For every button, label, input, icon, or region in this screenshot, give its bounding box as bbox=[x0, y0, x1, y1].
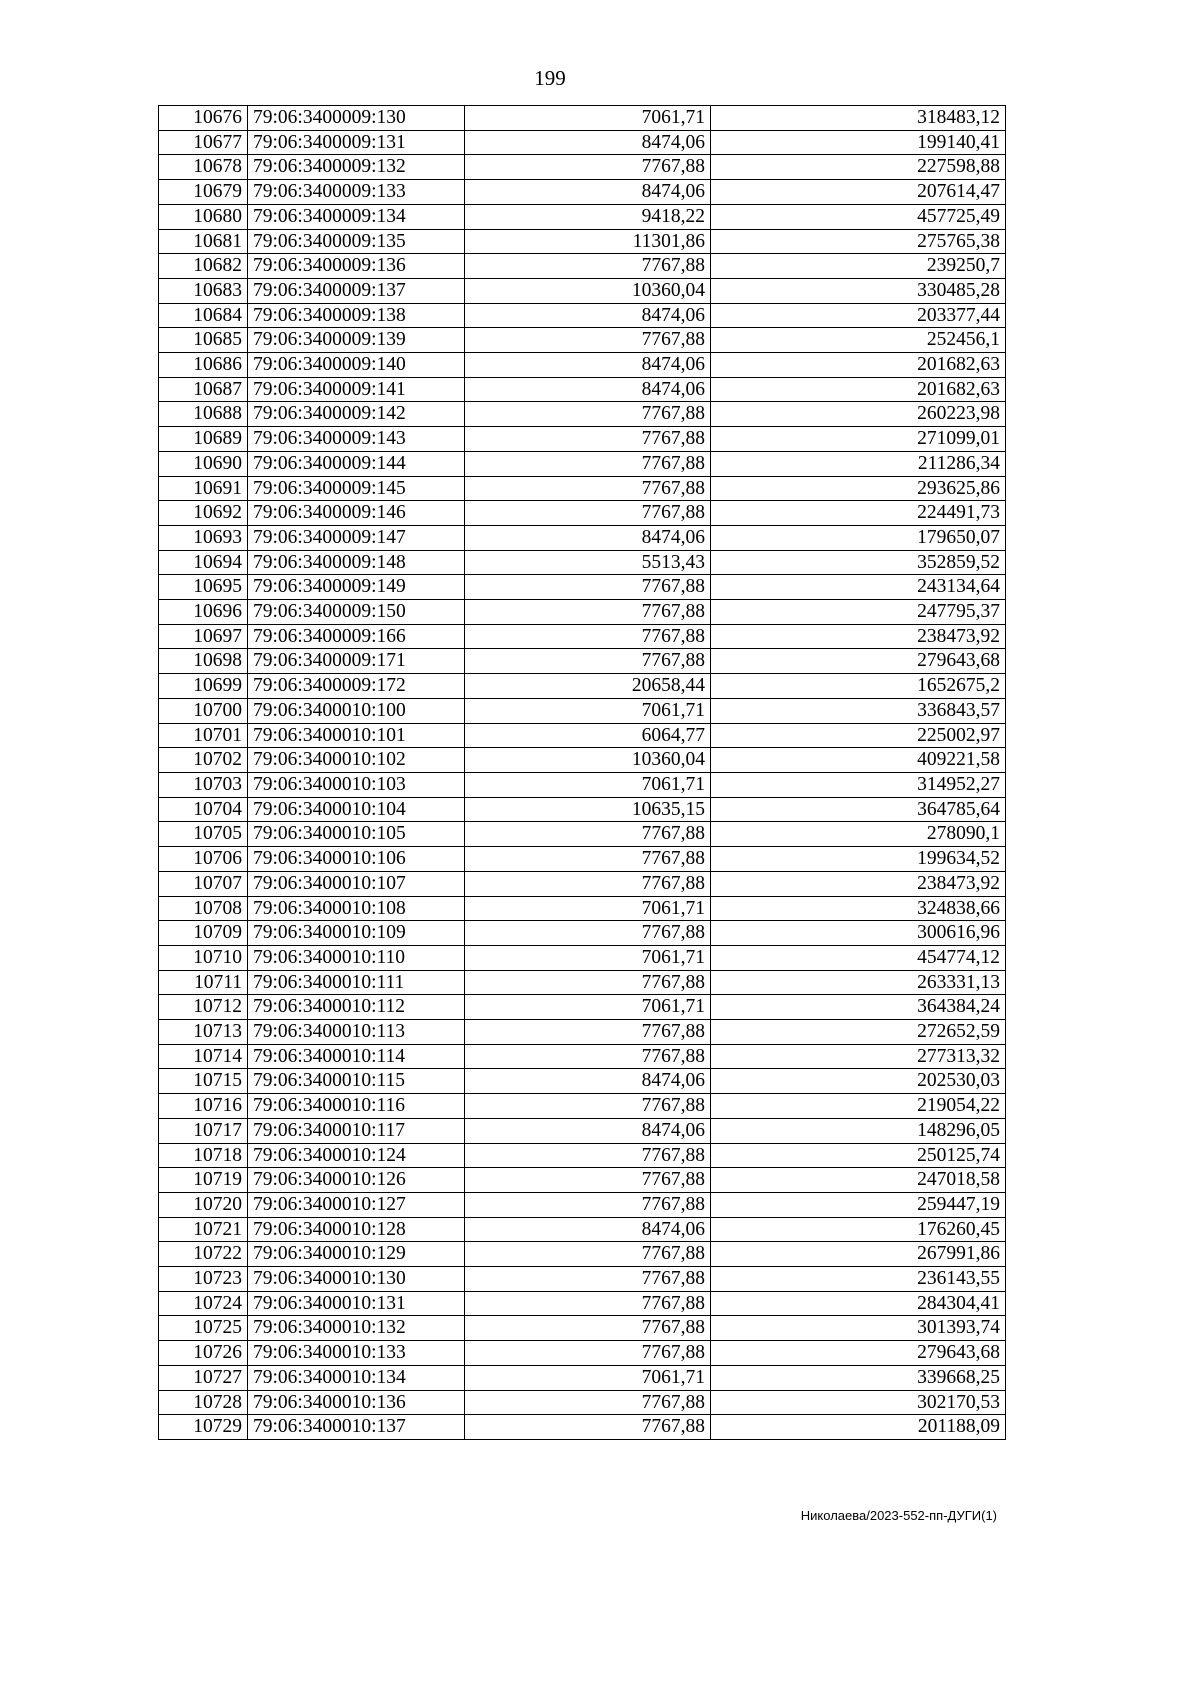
row-number-cell: 10708 bbox=[159, 896, 248, 921]
table-row bbox=[159, 970, 1006, 995]
cadastral-number-cell: 79:06:3400010:132 bbox=[248, 1316, 465, 1341]
cadastral-number-cell: 79:06:3400010:137 bbox=[248, 1415, 465, 1440]
row-number-cell: 10697 bbox=[159, 624, 248, 649]
area-cell: 7767,88 bbox=[465, 649, 711, 674]
area-cell: 8474,06 bbox=[465, 377, 711, 402]
value-cell: 201682,63 bbox=[711, 353, 1006, 378]
area-cell: 7767,88 bbox=[465, 822, 711, 847]
area-cell: 8474,06 bbox=[465, 1118, 711, 1143]
cadastral-number-cell: 79:06:3400009:136 bbox=[248, 254, 465, 279]
row-number-cell: 10701 bbox=[159, 723, 248, 748]
table-row bbox=[159, 748, 1006, 773]
area-cell: 7767,88 bbox=[465, 1316, 711, 1341]
area-cell: 8474,06 bbox=[465, 525, 711, 550]
row-number-cell: 10692 bbox=[159, 501, 248, 526]
cadastral-number-cell: 79:06:3400010:105 bbox=[248, 822, 465, 847]
cadastral-number-cell: 79:06:3400010:110 bbox=[248, 945, 465, 970]
value-cell: 225002,97 bbox=[711, 723, 1006, 748]
area-cell: 7767,88 bbox=[465, 1341, 711, 1366]
area-cell: 7767,88 bbox=[465, 501, 711, 526]
table-row bbox=[159, 550, 1006, 575]
value-cell: 250125,74 bbox=[711, 1143, 1006, 1168]
area-cell: 7767,88 bbox=[465, 155, 711, 180]
table-row bbox=[159, 797, 1006, 822]
value-cell: 330485,28 bbox=[711, 278, 1006, 303]
cadastral-number-cell: 79:06:3400009:146 bbox=[248, 501, 465, 526]
row-number-cell: 10718 bbox=[159, 1143, 248, 1168]
row-number-cell: 10726 bbox=[159, 1341, 248, 1366]
value-cell: 148296,05 bbox=[711, 1118, 1006, 1143]
row-number-cell: 10699 bbox=[159, 674, 248, 699]
value-cell: 201682,63 bbox=[711, 377, 1006, 402]
value-cell: 336843,57 bbox=[711, 698, 1006, 723]
area-cell: 7061,71 bbox=[465, 995, 711, 1020]
table-row bbox=[159, 328, 1006, 353]
value-cell: 179650,07 bbox=[711, 525, 1006, 550]
cadastral-number-cell: 79:06:3400009:140 bbox=[248, 353, 465, 378]
cadastral-number-cell: 79:06:3400010:136 bbox=[248, 1390, 465, 1415]
value-cell: 302170,53 bbox=[711, 1390, 1006, 1415]
row-number-cell: 10700 bbox=[159, 698, 248, 723]
value-cell: 301393,74 bbox=[711, 1316, 1006, 1341]
table-row bbox=[159, 674, 1006, 699]
cadastral-number-cell: 79:06:3400010:134 bbox=[248, 1365, 465, 1390]
row-number-cell: 10706 bbox=[159, 847, 248, 872]
area-cell: 8474,06 bbox=[465, 1069, 711, 1094]
area-cell: 8474,06 bbox=[465, 1217, 711, 1242]
table-row bbox=[159, 1118, 1006, 1143]
table-row bbox=[159, 624, 1006, 649]
value-cell: 203377,44 bbox=[711, 303, 1006, 328]
row-number-cell: 10705 bbox=[159, 822, 248, 847]
area-cell: 7061,71 bbox=[465, 698, 711, 723]
cadastral-number-cell: 79:06:3400010:116 bbox=[248, 1094, 465, 1119]
area-cell: 7767,88 bbox=[465, 600, 711, 625]
table-row bbox=[159, 303, 1006, 328]
value-cell: 238473,92 bbox=[711, 624, 1006, 649]
cadastral-number-cell: 79:06:3400009:138 bbox=[248, 303, 465, 328]
cadastral-number-cell: 79:06:3400010:101 bbox=[248, 723, 465, 748]
cadastral-number-cell: 79:06:3400010:112 bbox=[248, 995, 465, 1020]
cadastral-number-cell: 79:06:3400010:129 bbox=[248, 1242, 465, 1267]
value-cell: 279643,68 bbox=[711, 649, 1006, 674]
footer-reference: Николаева/2023-552-пп-ДУГИ(1) bbox=[800, 1508, 997, 1523]
area-cell: 20658,44 bbox=[465, 674, 711, 699]
table-row bbox=[159, 822, 1006, 847]
area-cell: 7061,71 bbox=[465, 945, 711, 970]
cadastral-number-cell: 79:06:3400010:109 bbox=[248, 921, 465, 946]
cadastral-number-cell: 79:06:3400010:107 bbox=[248, 871, 465, 896]
row-number-cell: 10714 bbox=[159, 1044, 248, 1069]
area-cell: 8474,06 bbox=[465, 353, 711, 378]
area-cell: 7767,88 bbox=[465, 1044, 711, 1069]
value-cell: 259447,19 bbox=[711, 1192, 1006, 1217]
row-number-cell: 10686 bbox=[159, 353, 248, 378]
area-cell: 8474,06 bbox=[465, 130, 711, 155]
cadastral-number-cell: 79:06:3400010:128 bbox=[248, 1217, 465, 1242]
table-row bbox=[159, 278, 1006, 303]
value-cell: 409221,58 bbox=[711, 748, 1006, 773]
cadastral-number-cell: 79:06:3400009:149 bbox=[248, 575, 465, 600]
area-cell: 7061,71 bbox=[465, 896, 711, 921]
cadastral-number-cell: 79:06:3400010:104 bbox=[248, 797, 465, 822]
table-row bbox=[159, 871, 1006, 896]
value-cell: 238473,92 bbox=[711, 871, 1006, 896]
area-cell: 7767,88 bbox=[465, 1415, 711, 1440]
cadastral-number-cell: 79:06:3400010:111 bbox=[248, 970, 465, 995]
value-cell: 318483,12 bbox=[711, 106, 1006, 131]
area-cell: 7767,88 bbox=[465, 451, 711, 476]
value-cell: 267991,86 bbox=[711, 1242, 1006, 1267]
value-cell: 324838,66 bbox=[711, 896, 1006, 921]
value-cell: 272652,59 bbox=[711, 1020, 1006, 1045]
cadastral-number-cell: 79:06:3400010:108 bbox=[248, 896, 465, 921]
cadastral-number-cell: 79:06:3400009:141 bbox=[248, 377, 465, 402]
table-row bbox=[159, 995, 1006, 1020]
table-body bbox=[159, 106, 1006, 1440]
value-cell: 260223,98 bbox=[711, 402, 1006, 427]
row-number-cell: 10727 bbox=[159, 1365, 248, 1390]
area-cell: 7061,71 bbox=[465, 772, 711, 797]
value-cell: 293625,86 bbox=[711, 476, 1006, 501]
cadastral-number-cell: 79:06:3400009:150 bbox=[248, 600, 465, 625]
table-row bbox=[159, 476, 1006, 501]
value-cell: 364785,64 bbox=[711, 797, 1006, 822]
table-row bbox=[159, 229, 1006, 254]
value-cell: 1652675,2 bbox=[711, 674, 1006, 699]
table-row bbox=[159, 1094, 1006, 1119]
row-number-cell: 10716 bbox=[159, 1094, 248, 1119]
row-number-cell: 10728 bbox=[159, 1390, 248, 1415]
area-cell: 7767,88 bbox=[465, 1291, 711, 1316]
area-cell: 7061,71 bbox=[465, 1365, 711, 1390]
table-row bbox=[159, 525, 1006, 550]
area-cell: 7767,88 bbox=[465, 871, 711, 896]
row-number-cell: 10681 bbox=[159, 229, 248, 254]
table-row bbox=[159, 106, 1006, 131]
row-number-cell: 10713 bbox=[159, 1020, 248, 1045]
row-number-cell: 10722 bbox=[159, 1242, 248, 1267]
area-cell: 7767,88 bbox=[465, 328, 711, 353]
value-cell: 275765,38 bbox=[711, 229, 1006, 254]
value-cell: 176260,45 bbox=[711, 1217, 1006, 1242]
row-number-cell: 10707 bbox=[159, 871, 248, 896]
cadastral-number-cell: 79:06:3400009:135 bbox=[248, 229, 465, 254]
cadastral-number-cell: 79:06:3400009:137 bbox=[248, 278, 465, 303]
table-row bbox=[159, 130, 1006, 155]
area-cell: 7767,88 bbox=[465, 1267, 711, 1292]
row-number-cell: 10698 bbox=[159, 649, 248, 674]
table-row bbox=[159, 1069, 1006, 1094]
area-cell: 7767,88 bbox=[465, 1143, 711, 1168]
cadastral-number-cell: 79:06:3400009:172 bbox=[248, 674, 465, 699]
cadastral-number-cell: 79:06:3400010:130 bbox=[248, 1267, 465, 1292]
table-row bbox=[159, 427, 1006, 452]
row-number-cell: 10690 bbox=[159, 451, 248, 476]
value-cell: 364384,24 bbox=[711, 995, 1006, 1020]
cadastral-number-cell: 79:06:3400009:148 bbox=[248, 550, 465, 575]
cadastral-number-cell: 79:06:3400009:171 bbox=[248, 649, 465, 674]
cadastral-number-cell: 79:06:3400009:143 bbox=[248, 427, 465, 452]
row-number-cell: 10685 bbox=[159, 328, 248, 353]
row-number-cell: 10688 bbox=[159, 402, 248, 427]
row-number-cell: 10683 bbox=[159, 278, 248, 303]
value-cell: 454774,12 bbox=[711, 945, 1006, 970]
row-number-cell: 10724 bbox=[159, 1291, 248, 1316]
table-row bbox=[159, 649, 1006, 674]
row-number-cell: 10710 bbox=[159, 945, 248, 970]
cadastral-number-cell: 79:06:3400009:130 bbox=[248, 106, 465, 131]
table-row bbox=[159, 353, 1006, 378]
value-cell: 199634,52 bbox=[711, 847, 1006, 872]
row-number-cell: 10680 bbox=[159, 204, 248, 229]
area-cell: 7767,88 bbox=[465, 427, 711, 452]
area-cell: 7767,88 bbox=[465, 970, 711, 995]
cadastral-number-cell: 79:06:3400010:126 bbox=[248, 1168, 465, 1193]
cadastral-number-cell: 79:06:3400009:133 bbox=[248, 180, 465, 205]
area-cell: 7767,88 bbox=[465, 921, 711, 946]
row-number-cell: 10719 bbox=[159, 1168, 248, 1193]
table-row bbox=[159, 1242, 1006, 1267]
table-row bbox=[159, 1341, 1006, 1366]
cadastral-number-cell: 79:06:3400010:102 bbox=[248, 748, 465, 773]
table-row bbox=[159, 847, 1006, 872]
row-number-cell: 10682 bbox=[159, 254, 248, 279]
cadastral-number-cell: 79:06:3400010:113 bbox=[248, 1020, 465, 1045]
row-number-cell: 10679 bbox=[159, 180, 248, 205]
value-cell: 202530,03 bbox=[711, 1069, 1006, 1094]
value-cell: 252456,1 bbox=[711, 328, 1006, 353]
row-number-cell: 10721 bbox=[159, 1217, 248, 1242]
area-cell: 8474,06 bbox=[465, 180, 711, 205]
value-cell: 263331,13 bbox=[711, 970, 1006, 995]
row-number-cell: 10709 bbox=[159, 921, 248, 946]
value-cell: 279643,68 bbox=[711, 1341, 1006, 1366]
cadastral-number-cell: 79:06:3400009:147 bbox=[248, 525, 465, 550]
row-number-cell: 10720 bbox=[159, 1192, 248, 1217]
value-cell: 352859,52 bbox=[711, 550, 1006, 575]
value-cell: 224491,73 bbox=[711, 501, 1006, 526]
cadastral-number-cell: 79:06:3400010:114 bbox=[248, 1044, 465, 1069]
cadastral-number-cell: 79:06:3400009:132 bbox=[248, 155, 465, 180]
cadastral-number-cell: 79:06:3400009:144 bbox=[248, 451, 465, 476]
row-number-cell: 10677 bbox=[159, 130, 248, 155]
table-row bbox=[159, 945, 1006, 970]
value-cell: 314952,27 bbox=[711, 772, 1006, 797]
value-cell: 199140,41 bbox=[711, 130, 1006, 155]
area-cell: 7767,88 bbox=[465, 1242, 711, 1267]
value-cell: 300616,96 bbox=[711, 921, 1006, 946]
table-row bbox=[159, 1044, 1006, 1069]
value-cell: 201188,09 bbox=[711, 1415, 1006, 1440]
area-cell: 7767,88 bbox=[465, 1094, 711, 1119]
value-cell: 207614,47 bbox=[711, 180, 1006, 205]
row-number-cell: 10717 bbox=[159, 1118, 248, 1143]
table-row bbox=[159, 698, 1006, 723]
value-cell: 277313,32 bbox=[711, 1044, 1006, 1069]
area-cell: 7767,88 bbox=[465, 575, 711, 600]
row-number-cell: 10702 bbox=[159, 748, 248, 773]
row-number-cell: 10676 bbox=[159, 106, 248, 131]
area-cell: 5513,43 bbox=[465, 550, 711, 575]
area-cell: 7767,88 bbox=[465, 402, 711, 427]
table-row bbox=[159, 1217, 1006, 1242]
table-row bbox=[159, 180, 1006, 205]
cadastral-number-cell: 79:06:3400009:134 bbox=[248, 204, 465, 229]
value-cell: 278090,1 bbox=[711, 822, 1006, 847]
table-row bbox=[159, 1267, 1006, 1292]
table-row bbox=[159, 1143, 1006, 1168]
value-cell: 247795,37 bbox=[711, 600, 1006, 625]
area-cell: 10360,04 bbox=[465, 278, 711, 303]
row-number-cell: 10725 bbox=[159, 1316, 248, 1341]
row-number-cell: 10687 bbox=[159, 377, 248, 402]
area-cell: 6064,77 bbox=[465, 723, 711, 748]
area-cell: 7767,88 bbox=[465, 1390, 711, 1415]
cadastral-number-cell: 79:06:3400009:142 bbox=[248, 402, 465, 427]
area-cell: 7767,88 bbox=[465, 624, 711, 649]
area-cell: 7767,88 bbox=[465, 1020, 711, 1045]
table-row bbox=[159, 204, 1006, 229]
cadastral-number-cell: 79:06:3400009:131 bbox=[248, 130, 465, 155]
table-row bbox=[159, 377, 1006, 402]
value-cell: 243134,64 bbox=[711, 575, 1006, 600]
cadastral-number-cell: 79:06:3400010:106 bbox=[248, 847, 465, 872]
value-cell: 339668,25 bbox=[711, 1365, 1006, 1390]
cadastral-number-cell: 79:06:3400010:103 bbox=[248, 772, 465, 797]
table-row bbox=[159, 1291, 1006, 1316]
row-number-cell: 10704 bbox=[159, 797, 248, 822]
table-row bbox=[159, 1192, 1006, 1217]
value-cell: 271099,01 bbox=[711, 427, 1006, 452]
table-row bbox=[159, 723, 1006, 748]
area-cell: 11301,86 bbox=[465, 229, 711, 254]
data-table bbox=[158, 105, 1006, 1440]
table-row bbox=[159, 1365, 1006, 1390]
table-row bbox=[159, 501, 1006, 526]
cadastral-number-cell: 79:06:3400010:133 bbox=[248, 1341, 465, 1366]
cadastral-number-cell: 79:06:3400009:166 bbox=[248, 624, 465, 649]
row-number-cell: 10712 bbox=[159, 995, 248, 1020]
row-number-cell: 10684 bbox=[159, 303, 248, 328]
table-row bbox=[159, 1390, 1006, 1415]
row-number-cell: 10689 bbox=[159, 427, 248, 452]
table-row bbox=[159, 575, 1006, 600]
page-number: 199 bbox=[534, 66, 566, 90]
row-number-cell: 10729 bbox=[159, 1415, 248, 1440]
area-cell: 7767,88 bbox=[465, 847, 711, 872]
cadastral-number-cell: 79:06:3400009:139 bbox=[248, 328, 465, 353]
area-cell: 9418,22 bbox=[465, 204, 711, 229]
cadastral-number-cell: 79:06:3400009:145 bbox=[248, 476, 465, 501]
table-row bbox=[159, 772, 1006, 797]
table-row bbox=[159, 451, 1006, 476]
area-cell: 7061,71 bbox=[465, 106, 711, 131]
value-cell: 211286,34 bbox=[711, 451, 1006, 476]
cadastral-number-cell: 79:06:3400010:131 bbox=[248, 1291, 465, 1316]
cadastral-number-cell: 79:06:3400010:115 bbox=[248, 1069, 465, 1094]
value-cell: 457725,49 bbox=[711, 204, 1006, 229]
row-number-cell: 10694 bbox=[159, 550, 248, 575]
row-number-cell: 10696 bbox=[159, 600, 248, 625]
value-cell: 236143,55 bbox=[711, 1267, 1006, 1292]
table-row bbox=[159, 921, 1006, 946]
table-row bbox=[159, 402, 1006, 427]
row-number-cell: 10703 bbox=[159, 772, 248, 797]
row-number-cell: 10691 bbox=[159, 476, 248, 501]
row-number-cell: 10695 bbox=[159, 575, 248, 600]
value-cell: 219054,22 bbox=[711, 1094, 1006, 1119]
area-cell: 7767,88 bbox=[465, 476, 711, 501]
area-cell: 8474,06 bbox=[465, 303, 711, 328]
row-number-cell: 10693 bbox=[159, 525, 248, 550]
row-number-cell: 10715 bbox=[159, 1069, 248, 1094]
area-cell: 7767,88 bbox=[465, 1192, 711, 1217]
value-cell: 284304,41 bbox=[711, 1291, 1006, 1316]
value-cell: 239250,7 bbox=[711, 254, 1006, 279]
row-number-cell: 10678 bbox=[159, 155, 248, 180]
row-number-cell: 10711 bbox=[159, 970, 248, 995]
table-row bbox=[159, 896, 1006, 921]
table-row bbox=[159, 1020, 1006, 1045]
area-cell: 10360,04 bbox=[465, 748, 711, 773]
table-row bbox=[159, 600, 1006, 625]
table-row bbox=[159, 254, 1006, 279]
cadastral-number-cell: 79:06:3400010:124 bbox=[248, 1143, 465, 1168]
value-cell: 247018,58 bbox=[711, 1168, 1006, 1193]
cadastral-number-cell: 79:06:3400010:117 bbox=[248, 1118, 465, 1143]
table-row bbox=[159, 1168, 1006, 1193]
cadastral-number-cell: 79:06:3400010:100 bbox=[248, 698, 465, 723]
row-number-cell: 10723 bbox=[159, 1267, 248, 1292]
cadastral-number-cell: 79:06:3400010:127 bbox=[248, 1192, 465, 1217]
value-cell: 227598,88 bbox=[711, 155, 1006, 180]
table-row bbox=[159, 155, 1006, 180]
area-cell: 7767,88 bbox=[465, 1168, 711, 1193]
area-cell: 10635,15 bbox=[465, 797, 711, 822]
area-cell: 7767,88 bbox=[465, 254, 711, 279]
table-row bbox=[159, 1415, 1006, 1440]
table-row bbox=[159, 1316, 1006, 1341]
